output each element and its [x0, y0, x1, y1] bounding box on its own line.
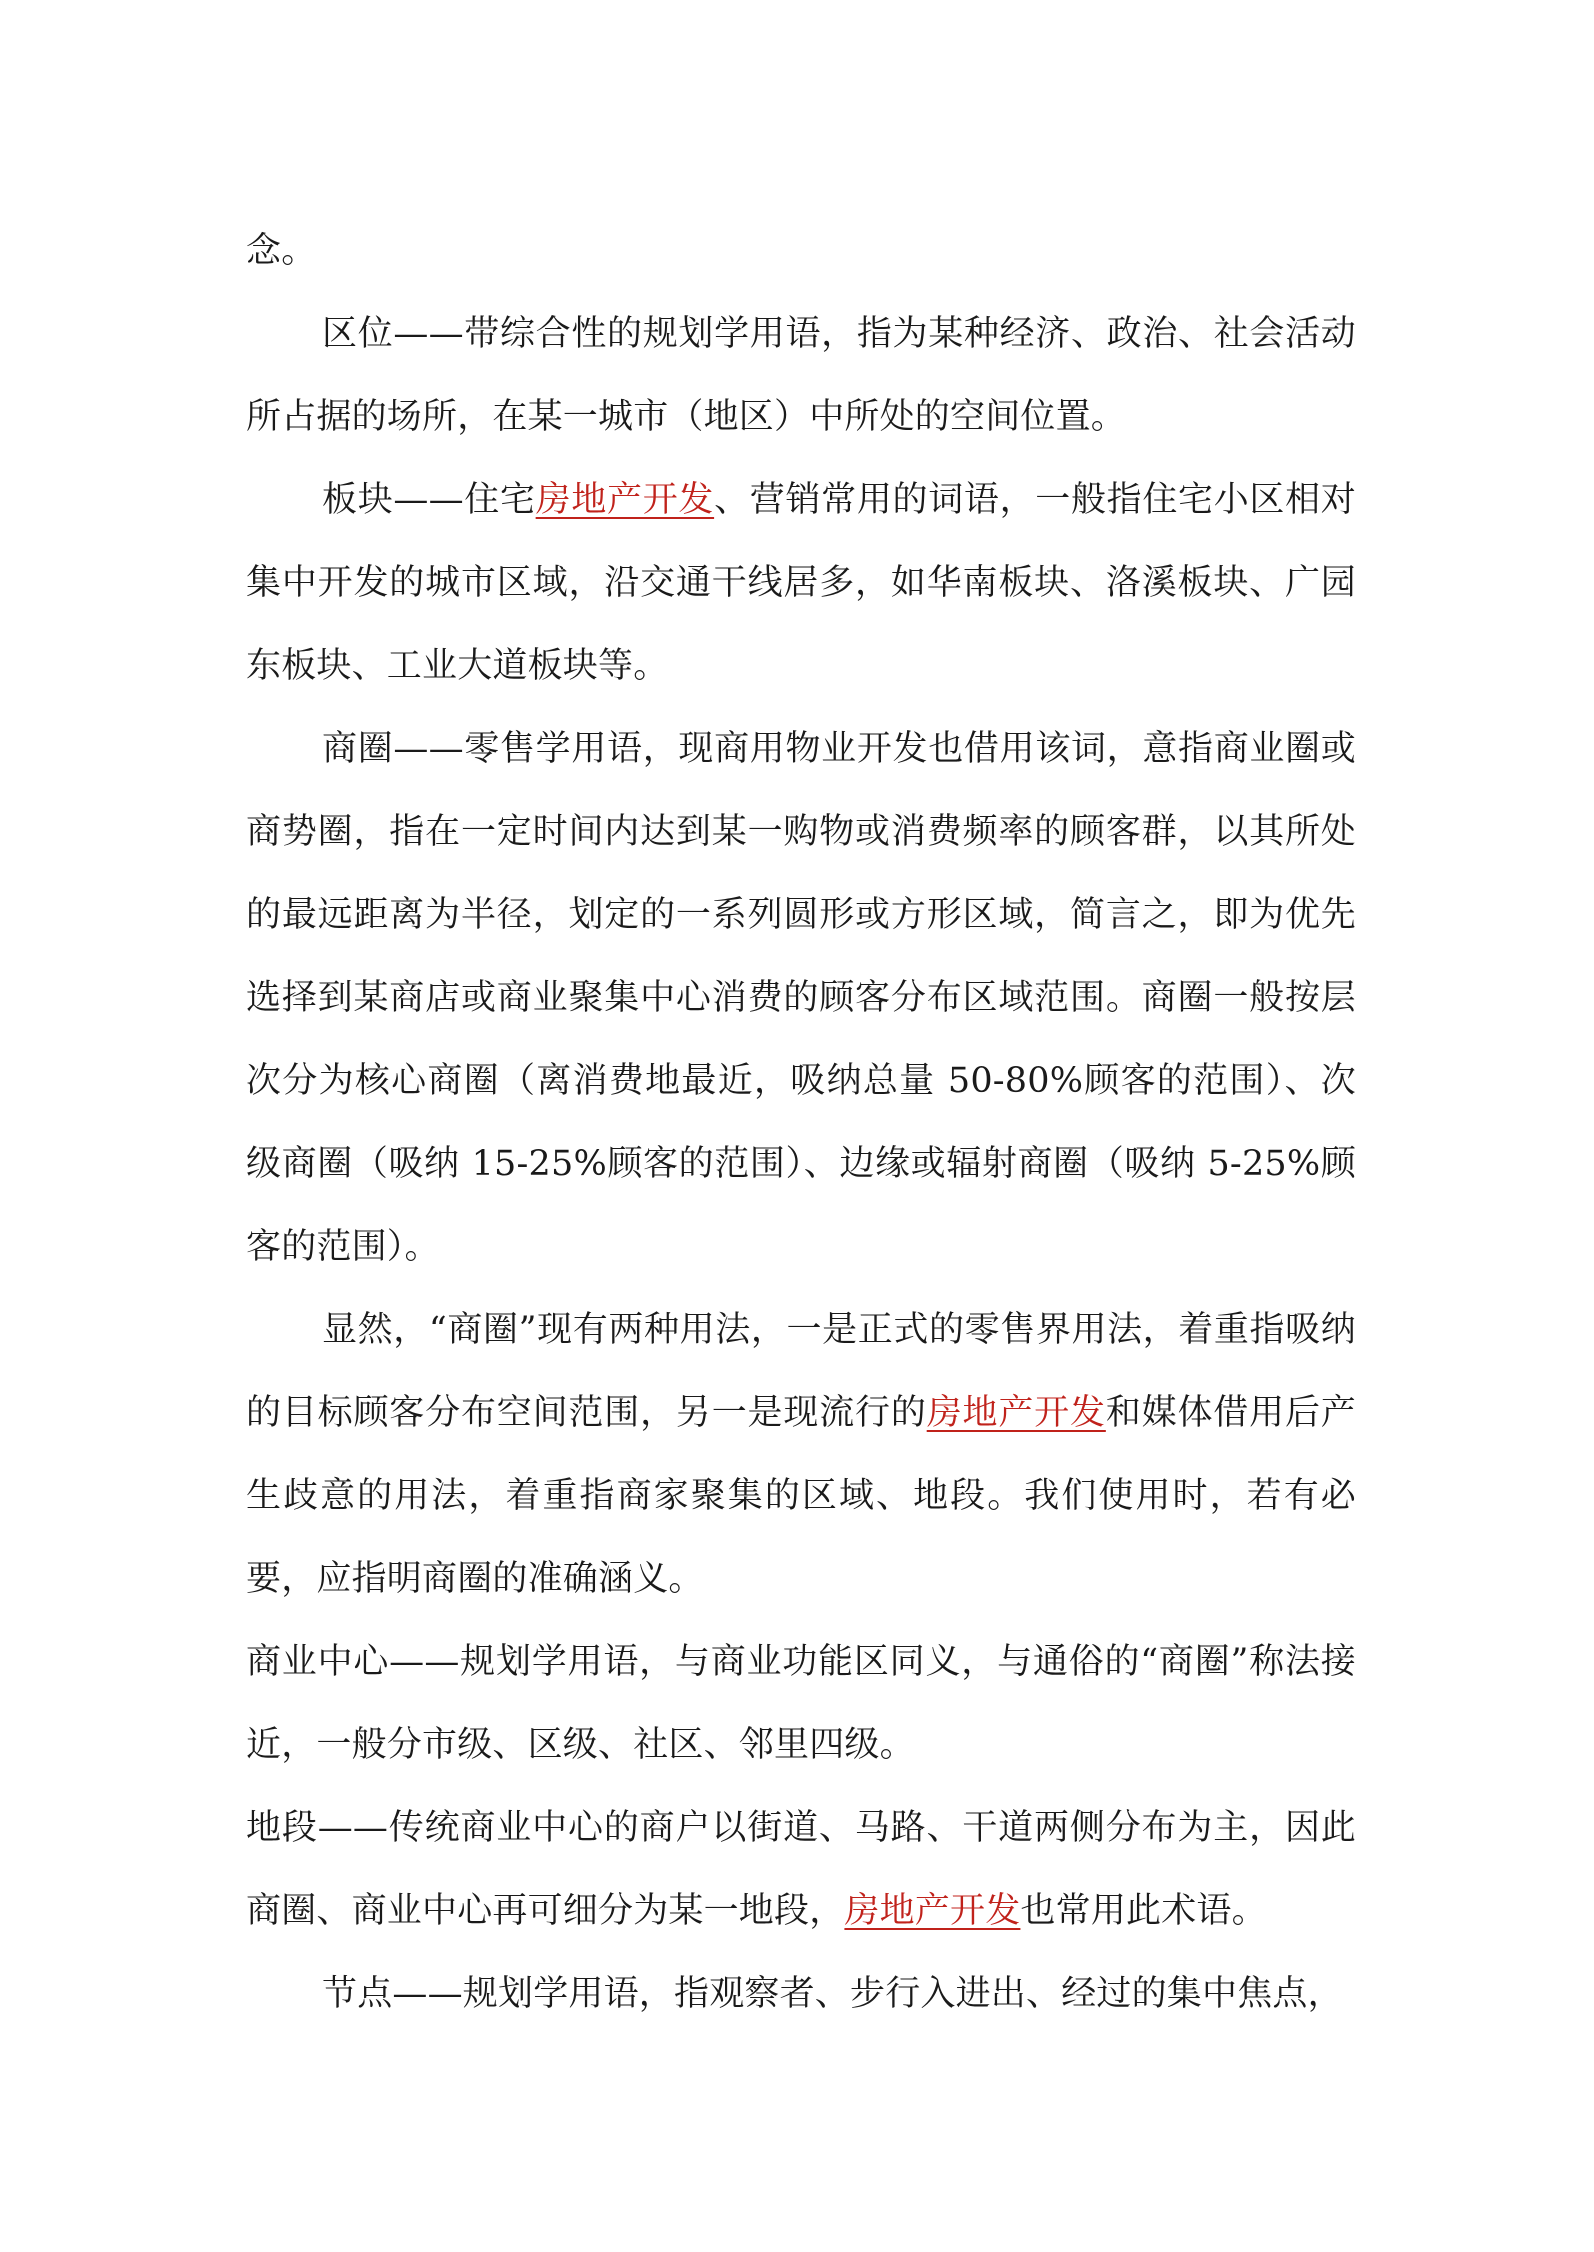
- real-estate-development-link[interactable]: 房地产开发: [926, 1393, 1106, 1433]
- real-estate-development-link[interactable]: 房地产开发: [535, 480, 715, 520]
- paragraph: [246, 459, 1356, 708]
- paragraph-text: 区位——带综合性的规划学用语，指为某种经济、政治、社会活动所占据的场所，在某一城市（地区）中所处的空间位置。: [246, 314, 1356, 437]
- paragraph-text: 显然，“商圈”现有两种用法，一是正式的零售界用法，着重指吸纳的目标顾客分布空间范围，另一是现流行的: [246, 1310, 1356, 1433]
- paragraph: [246, 708, 1356, 1289]
- paragraph-text: 和媒体借用后产生歧意的用法，着重指商家聚集的区域、地段。我们使用时，若有必要，应指明商圈的准确涵义。: [246, 1393, 1356, 1599]
- paragraph: [246, 210, 1356, 293]
- paragraph: [246, 1621, 1356, 1787]
- paragraph-text: 商业中心——规划学用语，与商业功能区同义，与通俗的“商圈”称法接近，一般分市级、区级、社区、邻里四级。: [246, 1642, 1356, 1765]
- paragraph-text: 、营销常用的词语，一般指住宅小区相对集中开发的城市区域，沿交通干线居多，如华南板块、洛溪板块、广园东板块、工业大道板块等。: [246, 480, 1356, 686]
- document-body: [246, 210, 1356, 2036]
- paragraph-text: 念。: [246, 231, 317, 271]
- real-estate-development-link[interactable]: 房地产开发: [844, 1891, 1021, 1931]
- paragraph-text: 也常用此术语。: [1020, 1891, 1267, 1931]
- paragraph-text: 节点——规划学用语，指观察者、步行入进出、经过的集中焦点，: [322, 1974, 1343, 2014]
- paragraph: [246, 293, 1356, 459]
- paragraph-text: 地段——传统商业中心的商户以街道、马路、干道两侧分布为主，因此商圈、商业中心再可细分为某一地段，: [246, 1808, 1356, 1931]
- paragraph: [246, 1953, 1356, 2036]
- paragraph: [246, 1289, 1356, 1621]
- paragraph: [246, 1787, 1356, 1953]
- paragraph-text: 板块——住宅: [322, 480, 536, 520]
- paragraph-text: 商圈——零售学用语，现商用物业开发也借用该词，意指商业圈或商势圈，指在一定时间内达到某一购物或消费频率的顾客群，以其所处的最远距离为半径，划定的一系列圆形或方形区域，简言之，即为优先选择到某商店或商业聚集中心消费的顾客分布区域范围。商圈一般按层次分为核心商圈（离消费地最近，吸纳总量 50-80%顾客的范围）、次级商圈（吸纳 15-25%顾客的范围）、边缘或辐射商圈（吸纳 5-25%顾客的范围）。: [246, 729, 1356, 1267]
